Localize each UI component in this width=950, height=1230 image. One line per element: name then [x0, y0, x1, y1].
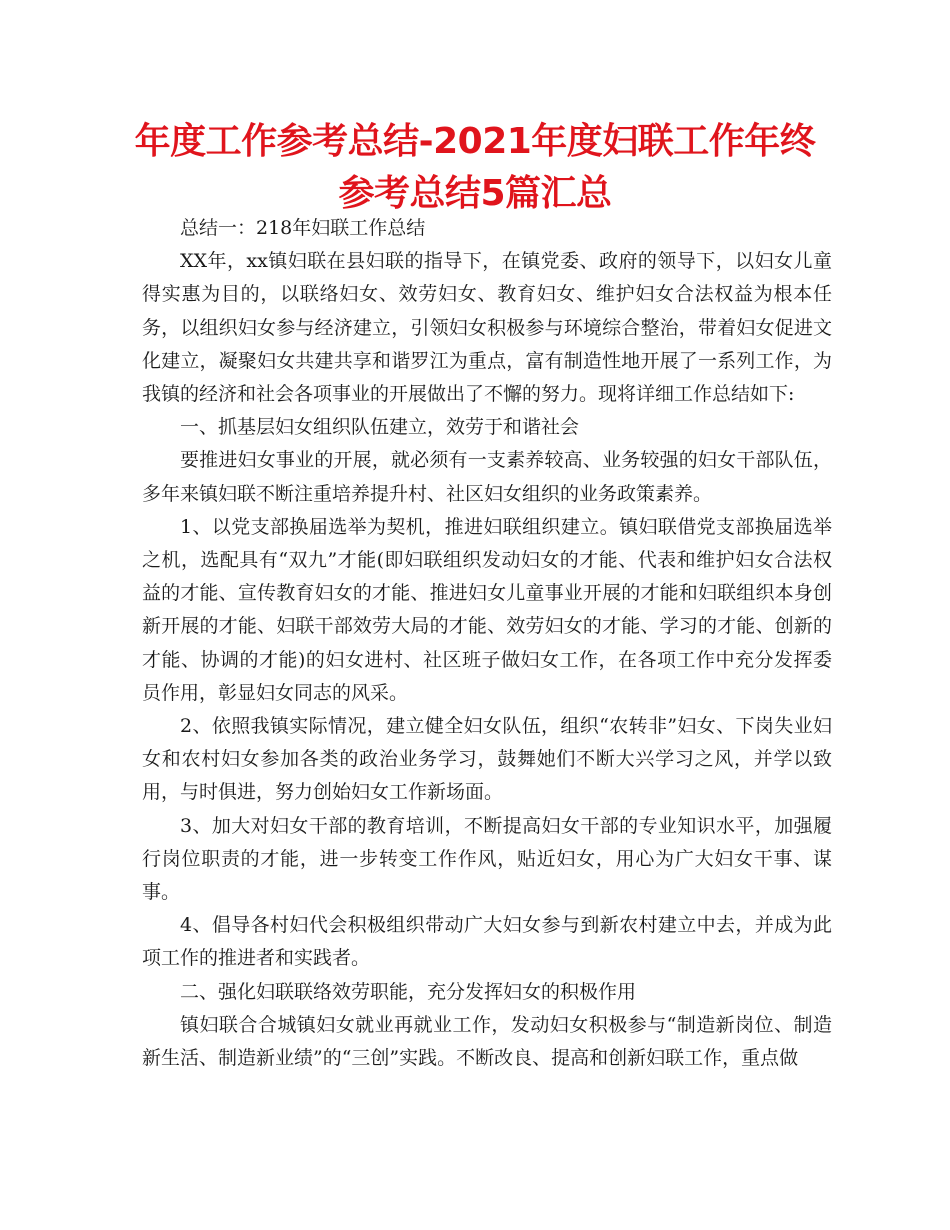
section-heading-two: 二、强化妇联联络效劳职能，充分发挥妇女的积极作用	[180, 980, 637, 1003]
body-paragraph: 镇妇联合合城镇妇女就业再就业工作，发动妇女积极参与“制造新岗位、制造新生活、制造新业绩”的“三创”实践。不断改良、提高和创新妇联工作，重点做	[142, 1013, 832, 1070]
document-body	[142, 212, 832, 1075]
list-item-3: 3、加大对妇女干部的教育培训，不断提高妇女干部的专业知识水平，加强履行岗位职责的才能，进一步转变工作作风，贴近妇女，用心为广大妇女干事、谋事。	[142, 814, 832, 904]
list-item-4: 4、倡导各村妇代会积极组织带动广大妇女参与到新农村建立中去，并成为此项工作的推进者和实践者。	[142, 914, 832, 970]
document-title: 年度工作参考总结-2021年度妇联工作年终参考总结5篇汇总	[134, 121, 816, 214]
body-paragraph: 要推进妇女事业的开展，就必须有一支素养较高、业务较强的妇女干部队伍，多年来镇妇联不断注重培养提升村、社区妇女组织的业务政策素养。	[142, 449, 832, 505]
section-heading-one: 一、抓基层妇女组织队伍建立，效劳于和谐社会	[180, 416, 580, 439]
list-item-1: 1、以党支部换届选举为契机，推进妇联组织建立。镇妇联借党支部换届选举之机，选配具有“双九”才能(即妇联组织发动妇女的才能、代表和维护妇女合法权益的才能、宣传教育妇女的才能、推进妇女儿童事业开展的才能和妇联组织本身创新开展的才能、妇联干部效劳大局的才能、效劳妇女的才能、学习的才能、创新的才能、协调的才能)的妇女进村、社区班子做妇女工作，在各项工作中充分发挥委员作用，彰显妇女同志的风采。	[142, 515, 832, 704]
list-item-2: 2、依照我镇实际情况，建立健全妇女队伍，组织“农转非”妇女、下岗失业妇女和农村妇女参加各类的政治业务学习，鼓舞她们不断大兴学习之风，并学以致用，与时俱进，努力创始妇女工作新场面。	[142, 715, 832, 804]
intro-paragraph: XX年，xx镇妇联在县妇联的指导下，在镇党委、政府的领导下，以妇女儿童得实惠为目的，以联络妇女、效劳妇女、教育妇女、维护妇女合法权益为根本任务，以组织妇女参与经济建立，引领妇女积极参与环境综合整治，带着妇女促进文化建立，凝聚妇女共建共享和谐罗江为重点，富有制造性地开展了一系列工作，为我镇的经济和社会各项事业的开展做出了不懈的努力。现将详细工作总结如下:	[142, 250, 832, 406]
section-heading-summary-one: 总结一：218年妇联工作总结	[180, 217, 426, 239]
